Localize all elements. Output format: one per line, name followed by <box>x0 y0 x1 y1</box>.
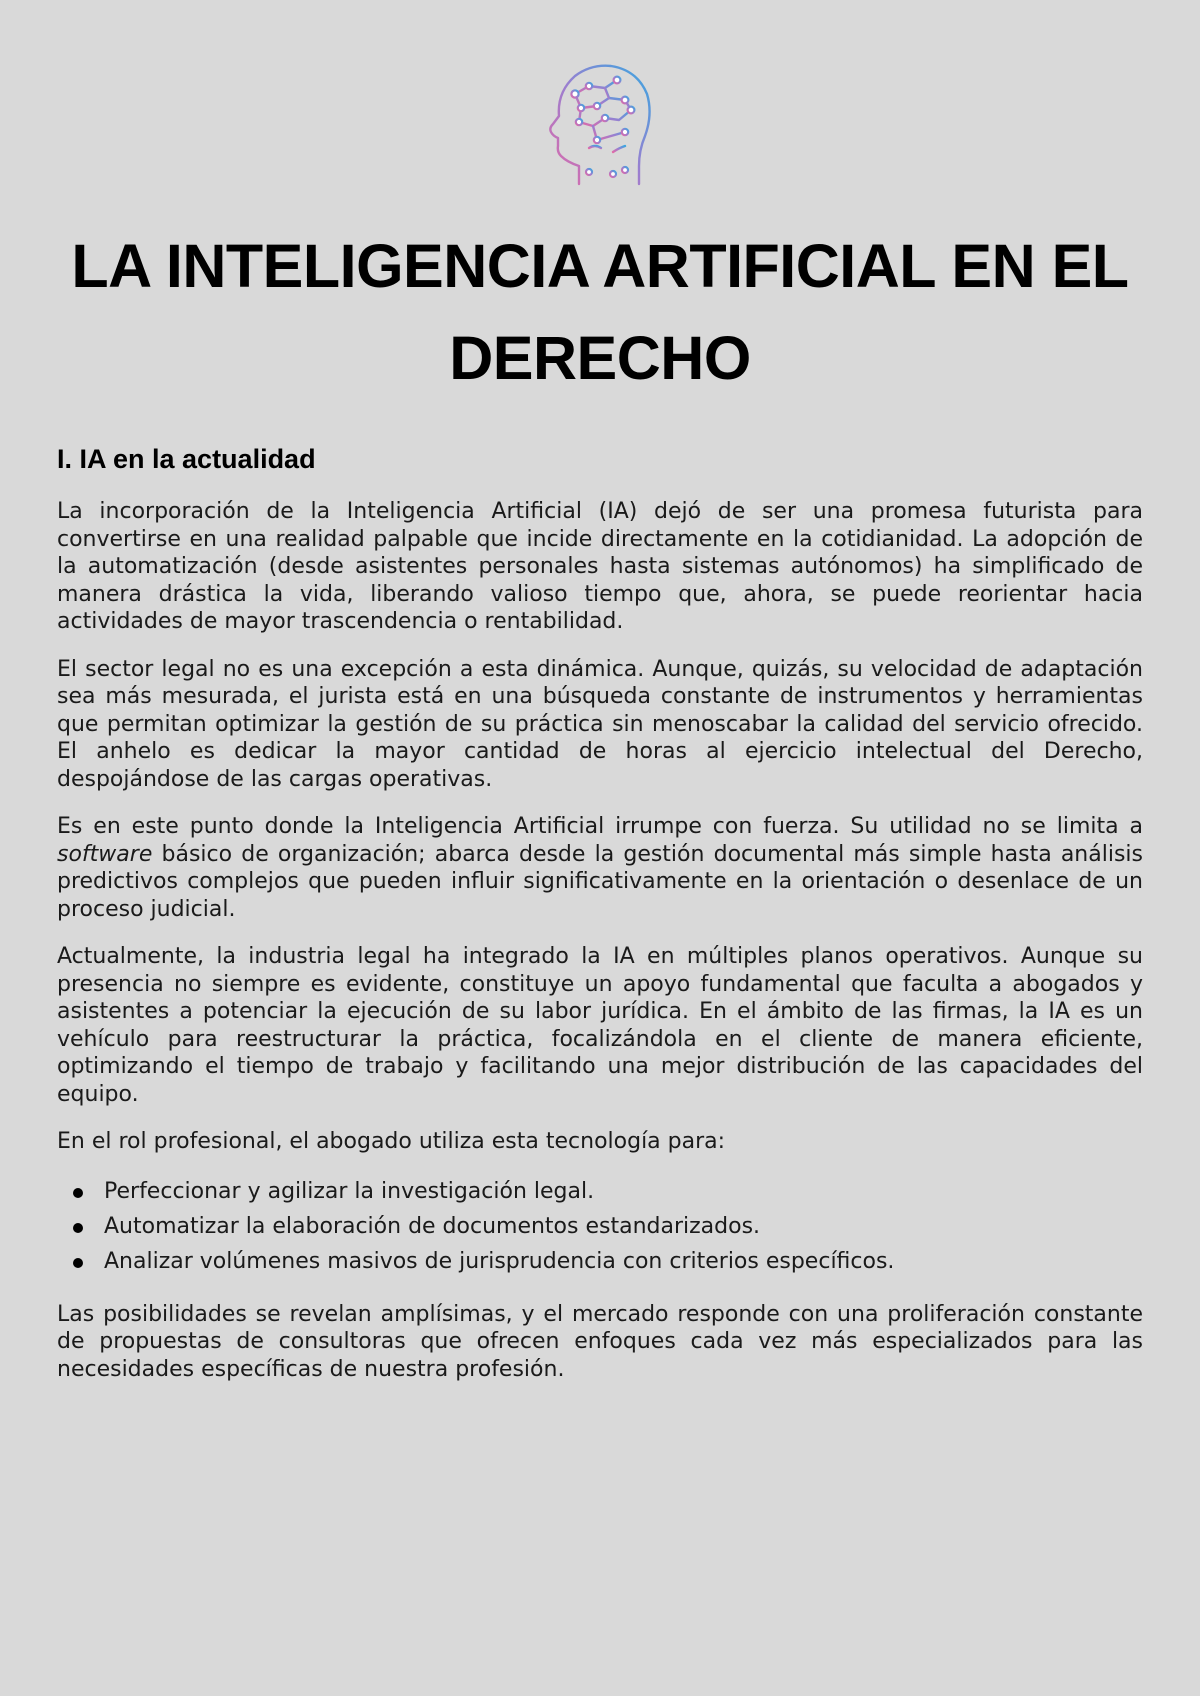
list-item <box>73 1209 1143 1244</box>
bullet-dot-icon <box>73 1258 83 1268</box>
list-item-text: Perfeccionar y agilizar la investigación legal. <box>104 1178 595 1204</box>
paragraph-2: El sector legal no es una excepción a esta dinámica. Aunque, quizás, su velocidad de adaptación sea más mesurada, el jurista está en una búsqueda constante de instrumentos y herramientas que permitan optimizar la gestión de su práctica sin menoscabar la calidad del servicio ofrecido. El anhelo es dedicar la mayor cantidad de horas al ejercicio intelectual del Derecho, despojándose de las cargas operativas. <box>57 656 1143 792</box>
bullet-list <box>57 1174 1143 1279</box>
document-title: LA INTELIGENCIA ARTIFICIAL EN EL DERECHO <box>71 232 1129 392</box>
ai-head-circuit-icon <box>545 62 655 194</box>
list-item <box>73 1244 1143 1279</box>
paragraph-4: Actualmente, la industria legal ha integrado la IA en múltiples planos operativos. Aunque su presencia no siempre es evidente, constituye un apoyo fundamental que faculta a abogados y asistentes a potenciar la ejecución de su labor jurídica. En el ámbito de las firmas, la IA es un vehículo para reestructurar la práctica, focalizándola en el cliente de manera eficiente, optimizando el tiempo de trabajo y facilitando una mejor distribución de las capacidades del equipo. <box>57 944 1143 1107</box>
closing-paragraph: Las posibilidades se revelan amplísimas, y el mercado responde con una proliferación constante de propuestas de consultoras que ofrecen enfoques cada vez más especializados para las necesidades específicas de nuestra profesión. <box>57 1301 1143 1382</box>
emphasis-software: software <box>57 841 153 867</box>
paragraph-3 <box>57 813 1143 923</box>
logo <box>57 0 1143 204</box>
paragraph-3-before: Es en este punto donde la Inteligencia Artificial irrumpe con fuerza. Su utilidad no se limita a <box>57 814 1143 839</box>
paragraph-3-after: básico de organización; abarca desde la gestión documental más simple hasta análisis predictivos complejos que pueden influir significativamente en la orientación o desenlace de un proceso judicial. <box>57 841 1143 922</box>
bullet-dot-icon <box>73 1188 83 1198</box>
list-item-text: Automatizar la elaboración de documentos estandarizados. <box>104 1213 761 1239</box>
section-heading: I. IA en la actualidad <box>57 444 316 474</box>
list-intro: En el rol profesional, el abogado utiliza esta tecnología para: <box>57 1129 726 1154</box>
bullet-dot-icon <box>73 1223 83 1233</box>
list-item-text: Analizar volúmenes masivos de jurisprudencia con criterios específicos. <box>104 1248 895 1274</box>
list-item <box>73 1174 1143 1209</box>
paragraph-1: La incorporación de la Inteligencia Artificial (IA) dejó de ser una promesa futurista para convertirse en una realidad palpable que incide directamente en la cotidianidad. La adopción de la automatización (desde asistentes personales hasta sistemas autónomos) ha simplificado de manera drástica la vida, liberando valioso tiempo que, ahora, se puede reorientar hacia actividades de mayor trascendencia o rentabilidad. <box>57 499 1143 634</box>
